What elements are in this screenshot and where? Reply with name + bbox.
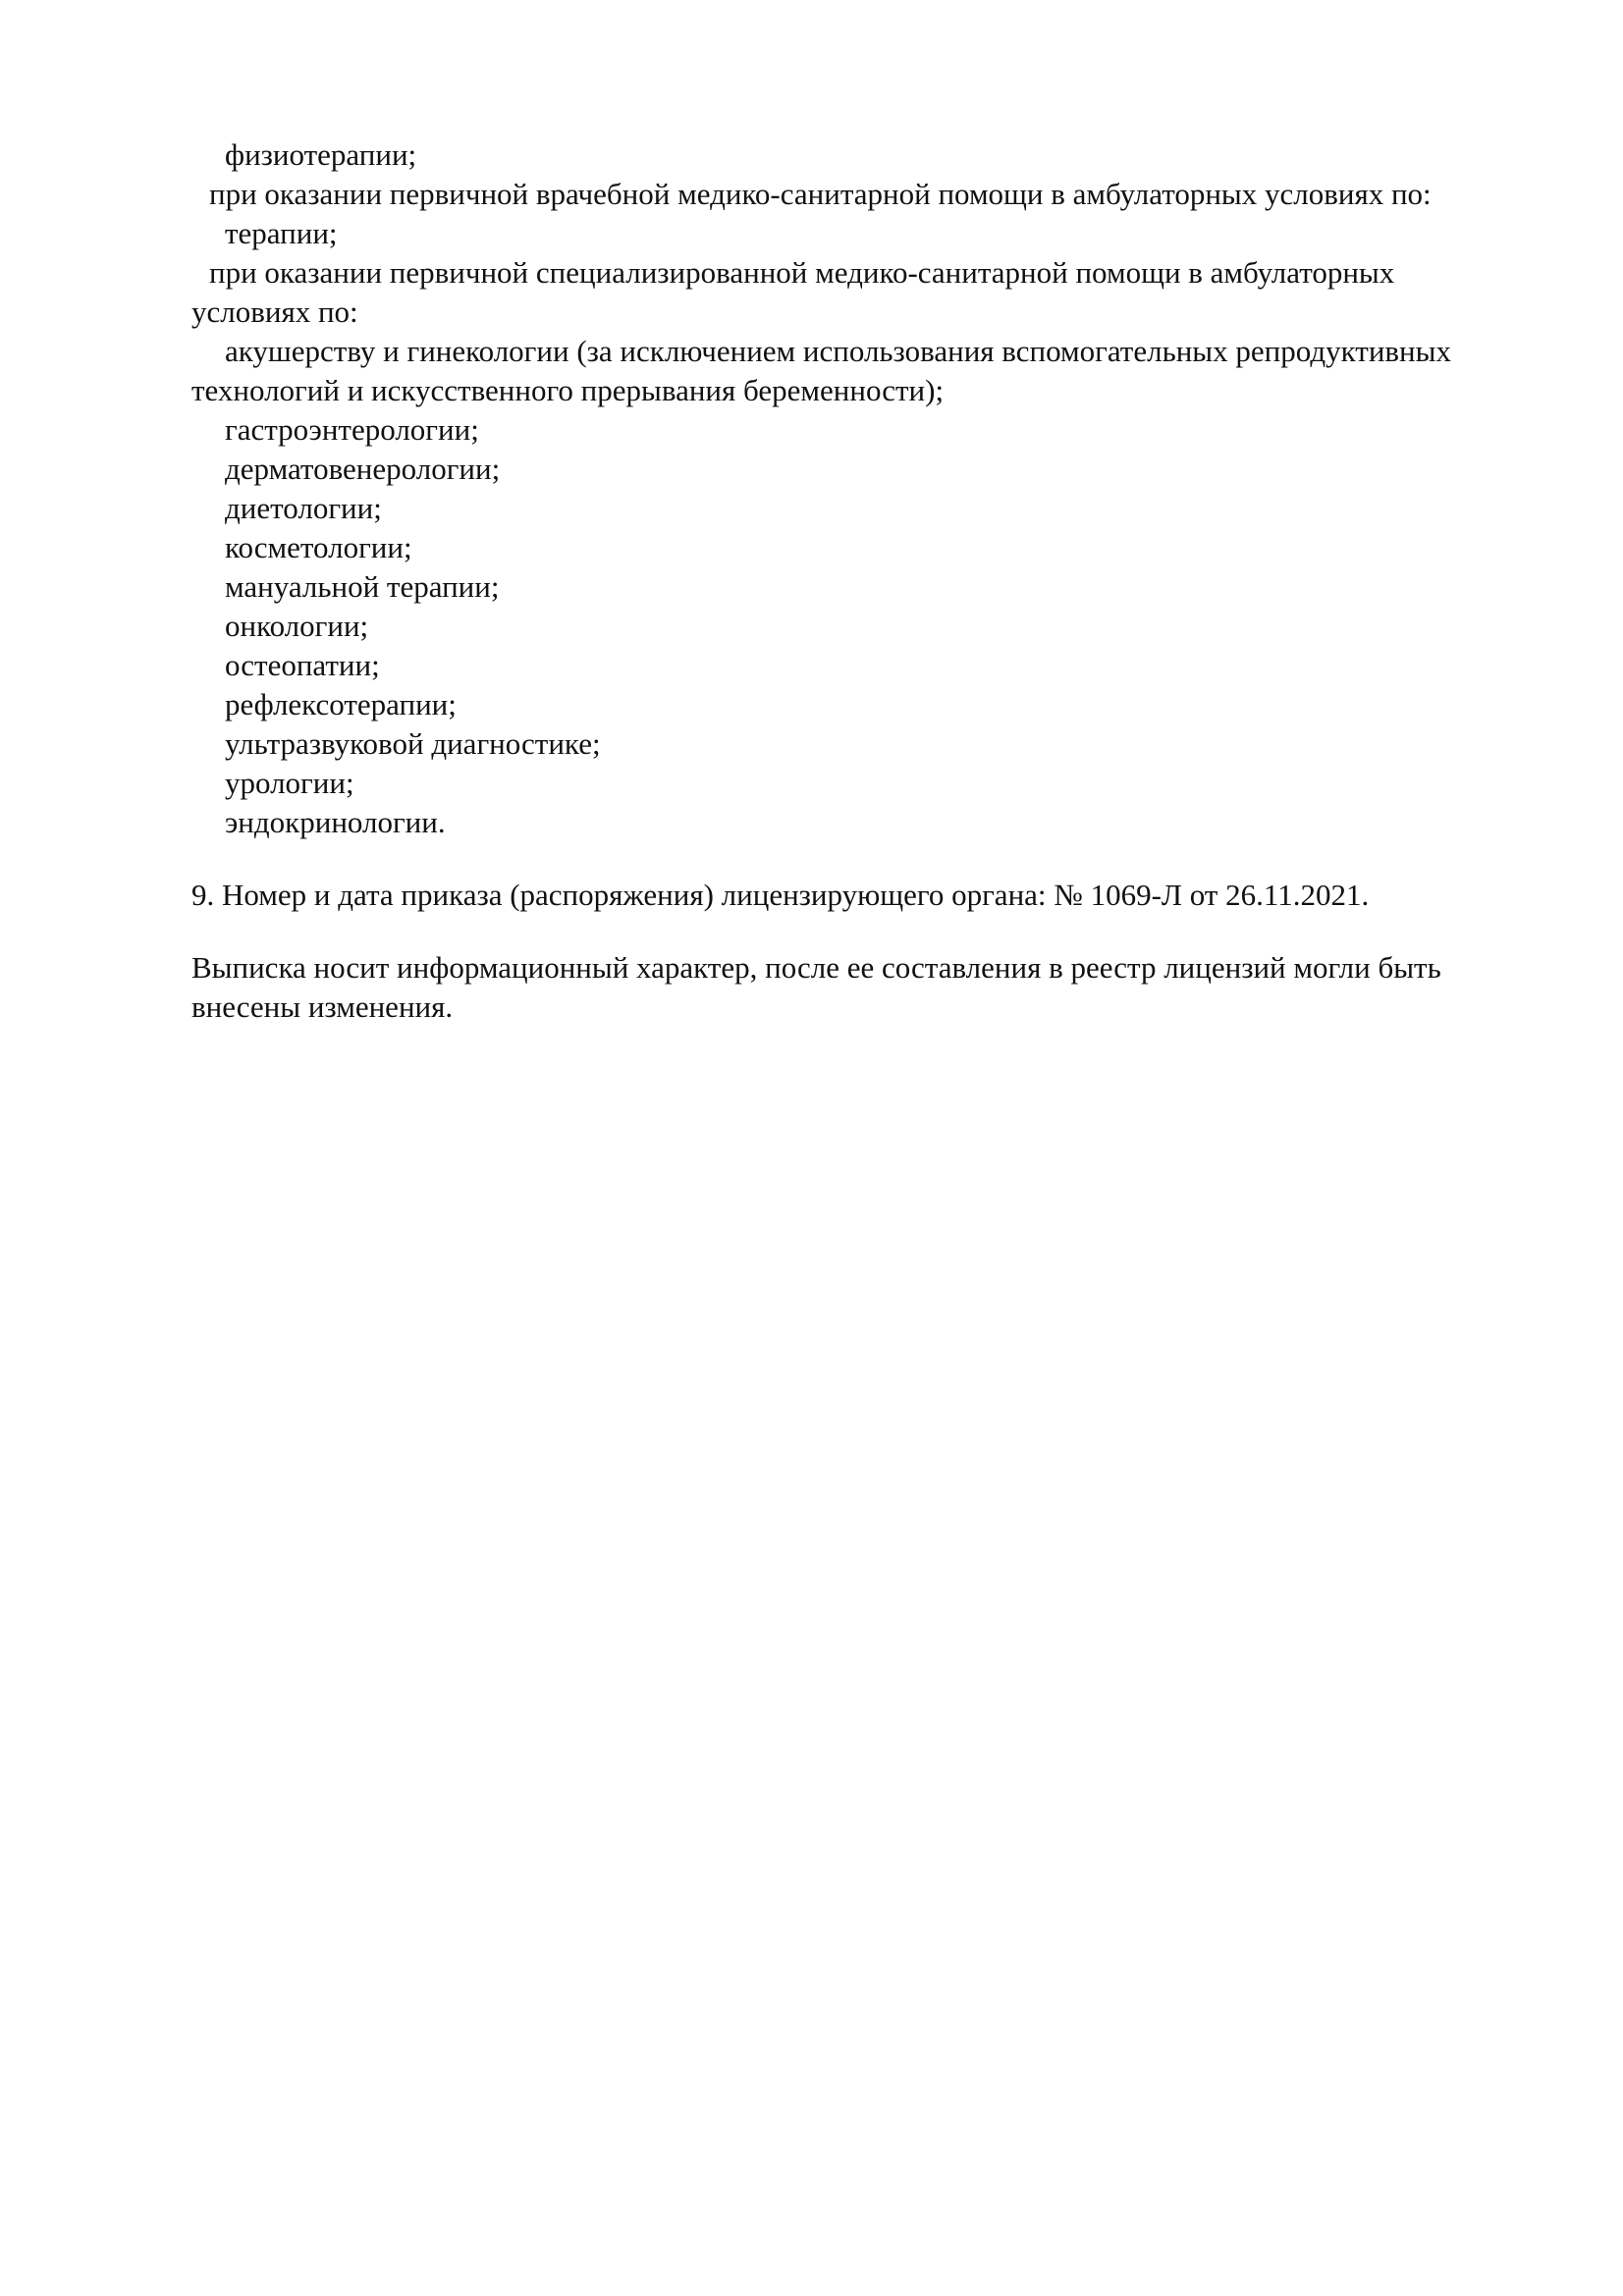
disclaimer-line: внесены изменения. <box>191 989 454 1024</box>
list-item: ультразвуковой диагностике; <box>225 726 601 761</box>
list-item: акушерству и гинекологии (за исключением использования вспомогательных репродуктивных <box>225 334 1451 368</box>
section-heading-continuation: условиях по: <box>191 294 358 329</box>
order-number-line: 9. Номер и дата приказа (распоряжения) лицензирующего органа: № 1069-Л от 26.11.2021. <box>191 878 1370 912</box>
list-item: мануальной терапии; <box>225 569 500 604</box>
section-heading: при оказании первичной врачебной медико-санитарной помощи в амбулаторных условиях по: <box>209 177 1432 211</box>
document-text <box>191 135 1566 1027</box>
section-heading: при оказании первичной специализированной медико-санитарной помощи в амбулаторных <box>209 255 1395 290</box>
list-item: онкологии; <box>225 609 369 643</box>
list-item: физиотерапии; <box>225 137 417 172</box>
list-item: урологии; <box>225 766 354 800</box>
disclaimer-line: Выписка носит информационный характер, после ее составления в реестр лицензий могли быть <box>191 950 1441 985</box>
list-item: остеопатии; <box>225 648 380 682</box>
list-item: терапии; <box>225 216 338 250</box>
list-item-continuation: технологий и искусственного прерывания беременности); <box>191 373 945 407</box>
list-item: рефлексотерапии; <box>225 687 457 721</box>
list-item: эндокринологии. <box>225 805 446 839</box>
paragraph-gap <box>191 915 1566 948</box>
list-item: дерматовенерологии; <box>225 452 501 486</box>
list-item: гастроэнтерологии; <box>225 412 479 447</box>
list-item: косметологии; <box>225 530 412 564</box>
paragraph-gap <box>191 842 1566 876</box>
list-item: диетологии; <box>225 491 382 525</box>
